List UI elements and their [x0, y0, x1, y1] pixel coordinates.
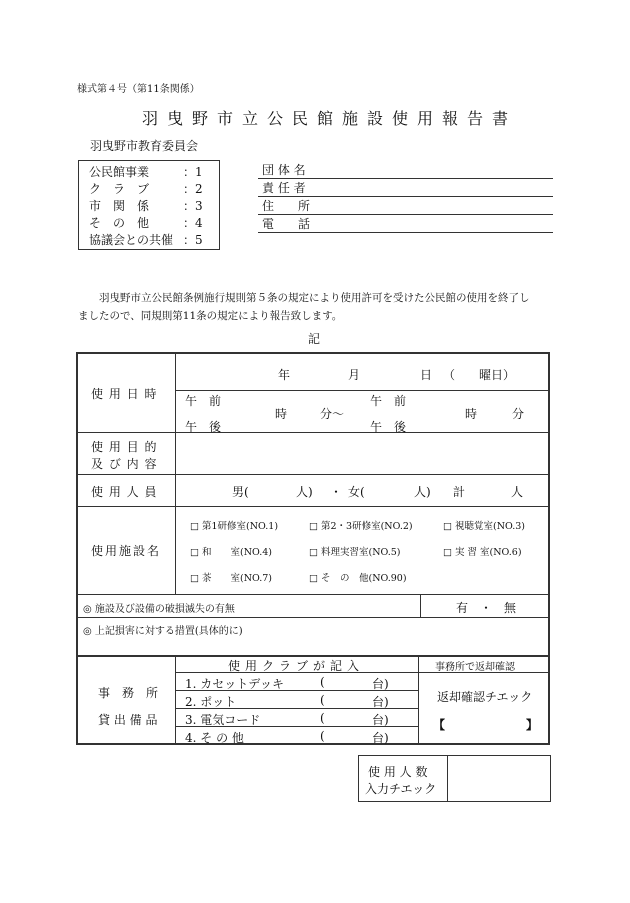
phone-label: 電 話 — [262, 217, 311, 231]
start-minute-unit: 分～ — [320, 407, 345, 421]
category-label: 市 関 係 — [89, 199, 150, 213]
category-row — [89, 197, 203, 214]
category-num: ：4 — [183, 216, 203, 230]
damage-answer[interactable]: 有 ・ 無 — [456, 601, 517, 615]
divider — [76, 432, 550, 433]
address-label: 住 所 — [262, 199, 311, 213]
category-num: ：5 — [183, 233, 203, 247]
equipment-close-3: 台) — [372, 713, 389, 727]
equipment-name-2: 2. ポット — [185, 695, 237, 709]
equipment-close-4: 台) — [372, 731, 389, 745]
count-label-1: 使 用 人 数 — [368, 765, 428, 779]
female-label: 女( — [348, 485, 365, 499]
equipment-open-3: ( — [320, 711, 325, 725]
equipment-open-4: ( — [320, 729, 325, 743]
start-hour-unit: 時 — [275, 407, 288, 421]
bracket-open: 【 — [433, 718, 446, 732]
office-label-1: 事 務 所 — [98, 686, 159, 700]
leader-field[interactable] — [258, 179, 553, 197]
intro-line-2: ましたので、同規則第11条の規定により報告致します。 — [78, 310, 343, 322]
people-label: 使 用 人 員 — [91, 485, 158, 499]
total-unit: 人 — [511, 485, 524, 499]
category-row — [89, 163, 203, 180]
date-label: 使 用 日 時 — [91, 387, 158, 401]
equipment-close-1: 台) — [372, 677, 389, 691]
end-pm[interactable]: 午 後 — [370, 420, 407, 434]
category-label: 公民館事業 — [89, 165, 150, 179]
group-name-label: 団 体 名 — [262, 163, 306, 177]
divider — [176, 390, 550, 391]
office-return-header: 事務所で返却確認 — [435, 662, 515, 673]
male-label: 男( — [232, 485, 249, 499]
office-label-2: 貸 出 備 品 — [98, 713, 158, 727]
separator-dot: ・ — [330, 485, 343, 499]
divider — [175, 352, 176, 594]
female-unit: 人) — [414, 485, 431, 499]
equipment-open-1: ( — [320, 675, 325, 689]
category-label: 協議会との共催 — [89, 233, 174, 247]
category-row — [89, 214, 203, 231]
category-box — [78, 160, 220, 250]
end-hour-unit: 時 — [465, 407, 478, 421]
divider — [76, 617, 550, 618]
equipment-name-3: 3. 電気コード — [185, 713, 261, 727]
divider — [418, 657, 419, 745]
facility-checkbox-7[interactable]: □ 茶 室(NO.7) — [190, 573, 273, 584]
equipment-name-1: 1. カセットデッキ — [185, 677, 285, 691]
category-row — [89, 180, 203, 197]
divider — [76, 474, 550, 475]
weekday-unit: （ 曜日） — [443, 368, 516, 382]
end-minute-unit: 分 — [512, 407, 525, 421]
count-label-2: 入力チエック — [365, 782, 437, 796]
club-fill-header: 使用クラブが記入 — [228, 659, 365, 673]
divider — [76, 506, 550, 507]
facility-checkbox-2[interactable]: □ 第2・3研修室(NO.2) — [309, 521, 413, 532]
male-unit: 人) — [296, 485, 313, 499]
facility-checkbox-4[interactable]: □ 和 室(NO.4) — [190, 547, 273, 558]
equipment-close-2: 台) — [372, 695, 389, 709]
facility-checkbox-5[interactable]: □ 料理実習室(NO.5) — [309, 547, 401, 558]
leader-label: 責 任 者 — [262, 181, 306, 195]
start-am[interactable]: 午 前 — [185, 394, 222, 408]
purpose-label-2: 及 び 内 容 — [91, 457, 158, 471]
total-label: 計 — [453, 485, 466, 499]
category-row — [89, 231, 203, 248]
divider — [175, 657, 176, 745]
addressee: 羽曳野市教育委員会 — [90, 139, 199, 153]
damage-question: ◎ 施設及び設備の破損滅失の有無 — [83, 604, 235, 615]
start-pm[interactable]: 午 後 — [185, 420, 222, 434]
facility-checkbox-1[interactable]: □ 第1研修室(NO.1) — [190, 521, 279, 532]
equipment-open-2: ( — [320, 693, 325, 707]
phone-field[interactable] — [258, 215, 553, 233]
address-field[interactable] — [258, 197, 553, 215]
return-check-label: 返却確認チエック — [437, 690, 533, 704]
equipment-name-4: 4. そ の 他 — [185, 731, 244, 745]
category-num: ：3 — [183, 199, 203, 213]
facility-checkbox-8[interactable]: □ そ の 他(NO.90) — [309, 573, 407, 584]
group-name-field[interactable] — [258, 161, 553, 179]
end-am[interactable]: 午 前 — [370, 394, 407, 408]
bracket-close: 】 — [526, 718, 539, 732]
category-num: ：2 — [183, 182, 203, 196]
divider — [76, 594, 550, 595]
divider — [420, 594, 421, 617]
page-title: 羽曳野市立公民館施設使用報告書 — [142, 109, 518, 128]
facility-checkbox-6[interactable]: □ 実 習 室(NO.6) — [443, 547, 522, 558]
facility-checkbox-3[interactable]: □ 視聴覚室(NO.3) — [443, 521, 526, 532]
divider — [447, 755, 448, 802]
year-unit: 年 — [278, 368, 291, 382]
category-label: そ の 他 — [89, 216, 150, 230]
form-number: 様式第４号（第11条関係） — [77, 84, 200, 95]
measure-question: ◎ 上記損害に対する措置(具体的に) — [83, 626, 243, 637]
month-unit: 月 — [348, 368, 361, 382]
purpose-label-1: 使 用 目 的 — [91, 440, 158, 454]
ki-label: 記 — [308, 332, 321, 346]
day-unit: 日 — [420, 368, 433, 382]
category-num: ：1 — [183, 165, 203, 179]
intro-line-1: 羽曳野市立公民館条例施行規則第５条の規定により使用許可を受けた公民館の使用を終了し — [99, 292, 530, 304]
category-label: ク ラ ブ — [89, 182, 150, 196]
facility-label: 使用施設名 — [91, 544, 162, 558]
